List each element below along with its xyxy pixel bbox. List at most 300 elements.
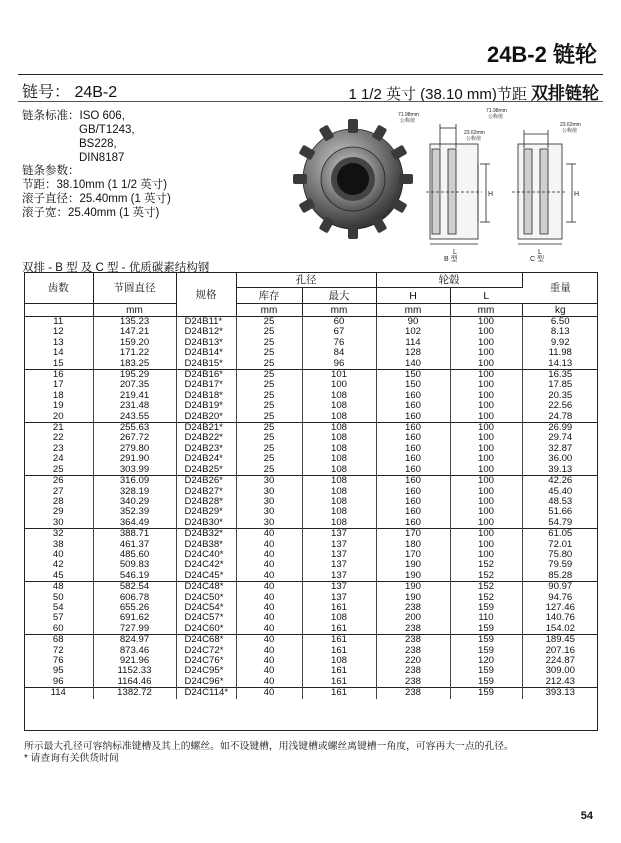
cell-hub-l: 159	[450, 646, 522, 656]
cell-bore-stock: 25	[236, 401, 302, 411]
cell-teeth: 14	[24, 348, 93, 358]
cell-bore-stock: 40	[236, 550, 302, 560]
cell-pcd: 195.29	[93, 370, 176, 381]
cell-hub-h: 238	[376, 603, 450, 613]
cell-hub-l: 100	[450, 317, 522, 328]
cell-bore-max: 161	[302, 603, 376, 613]
table-frame	[24, 272, 598, 731]
cell-spec: D24B28*	[176, 497, 236, 507]
cell-hub-l: 152	[450, 560, 522, 570]
param-item: 节距：38.10mm (1 1/2 英寸)	[22, 179, 168, 191]
cell-weight: 9.92	[550, 336, 570, 348]
cell-bore-stock: 40	[236, 560, 302, 570]
cell-bore-max: 108	[302, 412, 376, 423]
cell-weight: 24.78	[548, 410, 573, 422]
cell-weight: 17.85	[548, 379, 573, 391]
cell-pcd: 303.99	[93, 465, 176, 476]
cell-hub-l: 100	[450, 433, 522, 443]
cell-hub-h: 238	[376, 624, 450, 635]
cell-weight: 45.40	[548, 485, 573, 497]
cell-pcd: 655.26	[93, 603, 176, 613]
cell-teeth: 76	[24, 656, 93, 666]
page-number: 54	[580, 810, 593, 822]
cell-hub-l: 100	[450, 401, 522, 411]
cell-hub-h: 128	[376, 348, 450, 358]
cell-hub-l: 100	[450, 487, 522, 497]
cell-hub-h: 160	[376, 444, 450, 454]
header-spec: 规格	[176, 272, 236, 317]
cell-spec: D24C68*	[176, 635, 236, 646]
cell-bore-max: 108	[302, 444, 376, 454]
cell-hub-h: 160	[376, 497, 450, 507]
cell-bore-stock: 40	[236, 593, 302, 603]
cell-spec: D24C54*	[176, 603, 236, 613]
cell-bore-stock: 40	[236, 540, 302, 550]
header-bore: 孔径	[236, 272, 376, 288]
cell-hub-l: 100	[450, 391, 522, 401]
cell-bore-max: 67	[302, 327, 376, 337]
cell-spec: D24B30*	[176, 518, 236, 529]
cell-hub-h: 160	[376, 401, 450, 411]
cell-hub-l: 100	[450, 348, 522, 358]
cell-hub-h: 190	[376, 582, 450, 593]
cell-pcd: 328.19	[93, 487, 176, 497]
cell-hub-h: 160	[376, 391, 450, 401]
cell-hub-h: 114	[376, 338, 450, 348]
cell-pcd: 207.35	[93, 380, 176, 390]
cell-spec: D24C76*	[176, 656, 236, 666]
cell-bore-max: 60	[302, 317, 376, 328]
cell-hub-h: 170	[376, 529, 450, 540]
cell-bore-stock: 25	[236, 338, 302, 348]
label-h: H	[488, 191, 494, 198]
cell-bore-stock: 25	[236, 370, 302, 381]
cell-bore-stock: 30	[236, 507, 302, 517]
cell-pcd: 352.39	[93, 507, 176, 517]
cell-pcd: 727.99	[93, 624, 176, 635]
cell-weight: 51.66	[548, 506, 573, 518]
cell-bore-stock: 25	[236, 359, 302, 370]
cell-teeth: 57	[24, 613, 93, 623]
standard-item: ISO 606,	[79, 110, 125, 122]
cell-weight: 140.76	[545, 612, 575, 624]
cell-hub-l: 100	[450, 497, 522, 507]
cell-teeth: 13	[24, 338, 93, 348]
cell-weight: 309.00	[545, 665, 575, 677]
cell-hub-l: 159	[450, 635, 522, 646]
cell-bore-max: 108	[302, 423, 376, 434]
cell-weight: 85.28	[548, 569, 573, 581]
cell-hub-l: 100	[450, 423, 522, 434]
cell-hub-l: 100	[450, 370, 522, 381]
cell-pcd: 171.22	[93, 348, 176, 358]
header-unit: mm	[302, 304, 376, 317]
cell-spec: D24C45*	[176, 571, 236, 582]
cell-spec: D24C48*	[176, 582, 236, 593]
cell-bore-max: 108	[302, 433, 376, 443]
cell-bore-stock: 40	[236, 603, 302, 613]
cell-pcd: 582.54	[93, 582, 176, 593]
cell-weight: 72.01	[548, 538, 573, 550]
cell-bore-max: 108	[302, 497, 376, 507]
cell-weight: 94.76	[548, 591, 573, 603]
cell-pcd: 1382.72	[93, 688, 176, 699]
standard-item: BS228,	[79, 138, 117, 150]
cell-hub-l: 159	[450, 688, 522, 699]
pitch-text: 1 1/2 英寸 (38.10 mm)节距	[348, 86, 531, 103]
chain-number: 链号： 24B-2	[22, 84, 118, 101]
label-l: L	[453, 249, 457, 256]
cell-hub-h: 190	[376, 571, 450, 582]
cell-pcd: 231.48	[93, 401, 176, 411]
cell-weight: 224.87	[545, 655, 575, 666]
cell-pcd: 921.96	[93, 656, 176, 666]
cell-hub-h: 160	[376, 487, 450, 497]
cell-pcd: 606.78	[93, 593, 176, 603]
cell-hub-l: 152	[450, 571, 522, 582]
cell-teeth: 54	[24, 603, 93, 613]
cell-weight: 26.99	[522, 423, 598, 434]
cell-bore-max: 101	[302, 370, 376, 381]
cell-spec: D24C57*	[176, 613, 236, 623]
header-bore-stock: 库存	[236, 288, 302, 304]
cell-bore-max: 137	[302, 560, 376, 570]
dim-top-sub: 公称值	[488, 114, 504, 120]
cell-pcd: 824.97	[93, 635, 176, 646]
cell-pcd: 1152.33	[93, 666, 176, 676]
cell-spec: D24B22*	[176, 433, 236, 443]
divider	[18, 101, 603, 102]
cell-pcd: 267.72	[93, 433, 176, 443]
cell-pcd: 255.63	[93, 423, 176, 434]
cell-teeth: 20	[24, 412, 93, 423]
header-pcd: 节圆直径	[93, 272, 176, 304]
cell-teeth: 18	[24, 391, 93, 401]
cell-spec: D24C60*	[176, 624, 236, 635]
cell-bore-stock: 40	[236, 656, 302, 666]
cell-bore-max: 161	[302, 688, 376, 699]
cell-weight: 48.53	[548, 495, 573, 507]
standard-label: 链条标准：	[22, 110, 80, 122]
cell-hub-h: 200	[376, 613, 450, 623]
cell-bore-stock: 25	[236, 317, 302, 328]
cell-bore-max: 161	[302, 635, 376, 646]
cell-pcd: 461.37	[93, 540, 176, 550]
cell-teeth: 15	[24, 359, 93, 370]
cell-hub-h: 170	[376, 550, 450, 560]
cell-hub-h: 160	[376, 476, 450, 487]
dim-mid-text: 23.62mm	[560, 122, 581, 128]
sprocket-photo	[283, 111, 423, 246]
cell-teeth: 48	[24, 582, 93, 593]
cell-hub-l: 159	[450, 677, 522, 688]
cell-spec: D24B26*	[176, 476, 236, 487]
cell-teeth: 42	[24, 560, 93, 570]
cell-bore-stock: 25	[236, 465, 302, 476]
cell-hub-h: 238	[376, 635, 450, 646]
dim-top-sub: 公称值	[400, 118, 416, 124]
cell-hub-l: 159	[450, 666, 522, 676]
cell-hub-h: 150	[376, 370, 450, 381]
pitch-type: 双排链轮	[531, 84, 599, 103]
cell-pcd: 691.62	[93, 613, 176, 623]
cell-teeth: 68	[24, 635, 93, 646]
cell-teeth: 12	[24, 327, 93, 337]
cell-weight: 6.50	[550, 316, 570, 327]
cell-spec: D24B23*	[176, 444, 236, 454]
standard-item: DIN8187	[79, 152, 125, 164]
cell-weight: 36.00	[548, 453, 573, 465]
cell-bore-max: 137	[302, 593, 376, 603]
cell-bore-max: 137	[302, 582, 376, 593]
cell-bore-stock: 40	[236, 529, 302, 540]
cell-hub-h: 190	[376, 593, 450, 603]
cell-spec: D24B25*	[176, 465, 236, 476]
header-hub-h: H	[376, 288, 450, 304]
cell-spec: D24C114*	[176, 688, 236, 699]
cell-hub-l: 120	[450, 656, 522, 666]
cell-hub-h: 220	[376, 656, 450, 666]
dimension-diagram	[398, 104, 606, 263]
header-weight: 重量	[522, 272, 598, 304]
cell-bore-stock: 40	[236, 688, 302, 699]
cell-bore-max: 108	[302, 613, 376, 623]
cell-bore-stock: 25	[236, 423, 302, 434]
cell-weight: 39.13	[548, 463, 573, 475]
cell-pcd: 291.90	[93, 454, 176, 464]
cell-hub-l: 100	[450, 529, 522, 540]
cell-pcd: 509.83	[93, 560, 176, 570]
dim-top-text: 71.98mm	[398, 112, 419, 118]
cell-bore-stock: 40	[236, 646, 302, 656]
cell-hub-h: 160	[376, 433, 450, 443]
cell-spec: D24C96*	[176, 677, 236, 688]
label-h: H	[574, 191, 580, 198]
cell-teeth: 40	[24, 550, 93, 560]
cell-pcd: 340.29	[93, 497, 176, 507]
cell-hub-h: 238	[376, 666, 450, 676]
cell-weight: 22.56	[548, 400, 573, 412]
param-item: 滚子直径：25.40mm (1 英寸)	[22, 193, 171, 205]
cell-weight: 54.79	[548, 516, 573, 528]
cell-weight: 90.97	[522, 582, 598, 593]
cell-spec: D24C42*	[176, 560, 236, 570]
header-unit: mm	[376, 304, 450, 317]
cell-hub-h: 238	[376, 677, 450, 688]
cell-bore-max: 96	[302, 359, 376, 370]
cell-bore-stock: 40	[236, 571, 302, 582]
cell-bore-max: 108	[302, 465, 376, 476]
cell-spec: D24B38*	[176, 540, 236, 550]
cell-weight: 189.45	[522, 635, 598, 646]
cell-hub-l: 100	[450, 412, 522, 423]
cell-teeth: 19	[24, 401, 93, 411]
dim-mid-text: 23.62mm	[464, 130, 485, 136]
cell-hub-h: 160	[376, 454, 450, 464]
cell-teeth: 28	[24, 497, 93, 507]
cell-bore-max: 108	[302, 487, 376, 497]
cell-bore-max: 137	[302, 571, 376, 582]
cell-hub-l: 100	[450, 327, 522, 337]
cell-pcd: 159.20	[93, 338, 176, 348]
cell-pcd: 316.09	[93, 476, 176, 487]
cell-bore-max: 108	[302, 518, 376, 529]
cell-bore-stock: 30	[236, 476, 302, 487]
cell-hub-l: 100	[450, 540, 522, 550]
cell-teeth: 60	[24, 624, 93, 635]
cell-hub-h: 160	[376, 507, 450, 517]
cell-pcd: 388.71	[93, 529, 176, 540]
cell-bore-stock: 40	[236, 624, 302, 635]
param-item: 滚子宽：25.40mm (1 英寸)	[22, 207, 160, 219]
cell-bore-stock: 25	[236, 412, 302, 423]
cell-teeth: 25	[24, 465, 93, 476]
cell-teeth: 29	[24, 507, 93, 517]
header-hub-l: L	[450, 288, 522, 304]
cell-teeth: 26	[24, 476, 93, 487]
footnote: * 请查询有关供货时间	[24, 753, 119, 764]
cell-hub-l: 100	[450, 465, 522, 476]
cell-hub-l: 100	[450, 380, 522, 390]
cell-bore-stock: 25	[236, 380, 302, 390]
cell-weight: 154.02	[545, 622, 575, 634]
cell-hub-l: 159	[450, 624, 522, 635]
cell-teeth: 16	[24, 370, 93, 381]
cell-spec: D24B12*	[176, 327, 236, 337]
cell-pcd: 135.23	[93, 317, 176, 328]
cell-spec: D24B11*	[176, 317, 236, 328]
label-l: L	[538, 249, 542, 256]
cell-weight: 127.46	[545, 601, 575, 613]
cell-hub-h: 238	[376, 646, 450, 656]
cell-weight: 75.80	[548, 548, 573, 560]
cell-teeth: 95	[24, 666, 93, 676]
cell-weight: 61.05	[522, 529, 598, 540]
cell-hub-l: 100	[450, 476, 522, 487]
cell-pcd: 219.41	[93, 391, 176, 401]
table-title: 双排 - B 型 及 C 型 - 优质碳素结构钢	[22, 262, 210, 274]
cell-pcd: 873.46	[93, 646, 176, 656]
cell-bore-max: 108	[302, 476, 376, 487]
cell-hub-h: 160	[376, 465, 450, 476]
cell-weight: 79.59	[548, 559, 573, 571]
cell-teeth: 24	[24, 454, 93, 464]
cell-bore-stock: 25	[236, 433, 302, 443]
cell-pcd: 546.19	[93, 571, 176, 582]
cell-teeth: 11	[24, 317, 93, 328]
cell-hub-l: 100	[450, 454, 522, 464]
cell-hub-l: 152	[450, 593, 522, 603]
cell-spec: D24B15*	[176, 359, 236, 370]
cell-pcd: 147.21	[93, 327, 176, 337]
divider	[18, 74, 603, 75]
cell-teeth: 27	[24, 487, 93, 497]
cell-hub-l: 100	[450, 550, 522, 560]
cell-bore-stock: 40	[236, 613, 302, 623]
cell-weight: 32.87	[548, 442, 573, 454]
cell-hub-l: 100	[450, 444, 522, 454]
cell-weight: 42.26	[522, 476, 598, 487]
dim-mid-sub: 公称值	[562, 128, 578, 134]
cell-bore-stock: 25	[236, 327, 302, 337]
cell-hub-h: 160	[376, 518, 450, 529]
cell-teeth: 32	[24, 529, 93, 540]
cell-weight: 393.13	[522, 688, 598, 699]
cell-weight: 212.43	[545, 675, 575, 687]
type-c-label: C 型	[530, 256, 544, 263]
cell-bore-max: 161	[302, 646, 376, 656]
header-unit: mm	[450, 304, 522, 317]
cell-bore-max: 108	[302, 391, 376, 401]
cell-bore-max: 108	[302, 401, 376, 411]
cell-hub-h: 160	[376, 423, 450, 434]
cell-hub-l: 100	[450, 359, 522, 370]
cell-bore-stock: 30	[236, 518, 302, 529]
header-unit: kg	[522, 304, 598, 317]
cell-pcd: 1164.46	[93, 677, 176, 688]
chain-parameters	[22, 164, 171, 220]
cell-hub-l: 159	[450, 603, 522, 613]
cell-weight: 16.35	[522, 370, 598, 381]
cell-teeth: 72	[24, 646, 93, 656]
cell-bore-max: 84	[302, 348, 376, 358]
cell-bore-max: 137	[302, 540, 376, 550]
cell-hub-h: 90	[376, 317, 450, 328]
cell-bore-max: 161	[302, 677, 376, 688]
cell-bore-max: 108	[302, 507, 376, 517]
header-teeth: 齿数	[24, 272, 93, 304]
cell-spec: D24B14*	[176, 348, 236, 358]
cell-bore-stock: 25	[236, 454, 302, 464]
cell-spec: D24B32*	[176, 529, 236, 540]
cell-weight: 8.13	[550, 326, 570, 338]
cell-bore-max: 137	[302, 529, 376, 540]
chain-standards	[22, 109, 135, 165]
cell-weight: 14.13	[548, 357, 573, 369]
cell-pcd: 279.80	[93, 444, 176, 454]
cell-spec: D24B18*	[176, 391, 236, 401]
header-unit: mm	[236, 304, 302, 317]
cell-bore-stock: 40	[236, 582, 302, 593]
cell-teeth: 96	[24, 677, 93, 688]
cell-spec: D24B13*	[176, 338, 236, 348]
cell-bore-stock: 25	[236, 348, 302, 358]
cell-spec: D24C50*	[176, 593, 236, 603]
cell-bore-max: 108	[302, 656, 376, 666]
cell-spec: D24C72*	[176, 646, 236, 656]
cell-bore-max: 100	[302, 380, 376, 390]
cell-bore-stock: 25	[236, 444, 302, 454]
cell-bore-stock: 40	[236, 666, 302, 676]
cell-bore-max: 137	[302, 550, 376, 560]
cell-teeth: 17	[24, 380, 93, 390]
cell-spec: D24B27*	[176, 487, 236, 497]
cell-hub-l: 100	[450, 338, 522, 348]
cell-weight: 11.98	[548, 347, 572, 359]
cell-hub-l: 110	[450, 613, 522, 623]
cell-hub-l: 100	[450, 507, 522, 517]
cell-bore-stock: 40	[236, 677, 302, 688]
cell-pcd: 243.55	[93, 412, 176, 423]
cell-spec: D24B16*	[176, 370, 236, 381]
cell-spec: D24B21*	[176, 423, 236, 434]
cell-bore-max: 161	[302, 666, 376, 676]
cell-teeth: 45	[24, 571, 93, 582]
cell-bore-stock: 30	[236, 497, 302, 507]
cell-hub-l: 152	[450, 582, 522, 593]
header-hub: 轮毂	[376, 272, 522, 288]
cell-weight: 29.74	[548, 432, 573, 444]
